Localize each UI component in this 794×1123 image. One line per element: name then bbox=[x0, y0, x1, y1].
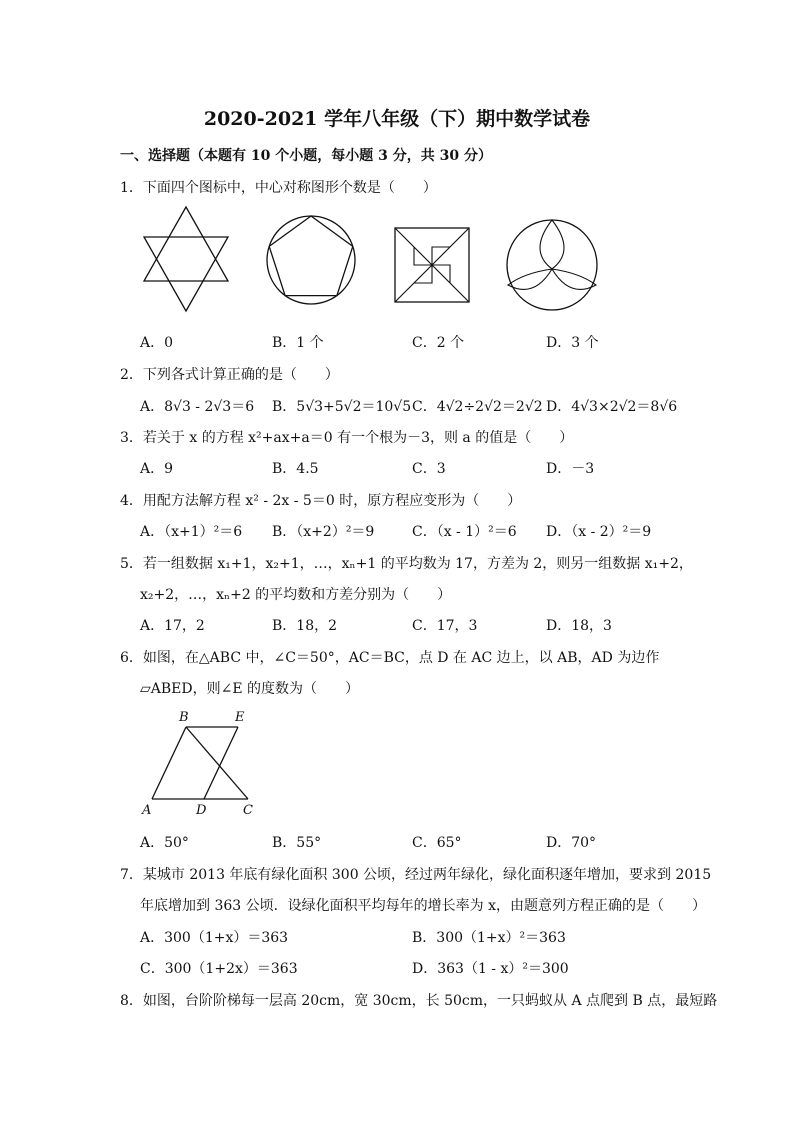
question-5-line-1: 5．若一组数据 x₁+1，x₂+1，…，xₙ+1 的平均数为 17，方差为 2，则另一组数据 x₁+2， bbox=[120, 556, 693, 572]
q7-option-b: B．300（1+x）²＝363 bbox=[412, 930, 566, 946]
q2-option-a: A．8√3 - 2√3＝6 bbox=[140, 399, 255, 415]
q7-option-c: C．300（1+2x）＝363 bbox=[140, 961, 298, 977]
question-8-line-1: 8．如图，台阶阶梯每一层高 20cm，宽 30cm，长 50cm，一只蚂蚁从 A 点爬到 B 点，最短路 bbox=[120, 993, 718, 1009]
q5-option-d: D．18，3 bbox=[546, 618, 612, 634]
question-3-stem: 3．若关于 x 的方程 x²+ax+a＝0 有一个根为－3，则 a 的值是（ ） bbox=[120, 430, 574, 446]
question-2-stem: 2．下列各式计算正确的是（ ） bbox=[120, 367, 339, 383]
q7-option-d: D．363（1 - x）²＝300 bbox=[412, 961, 569, 977]
q2-option-c: C．4√2÷2√2＝2√2 bbox=[412, 399, 543, 415]
q1-option-a: A．0 bbox=[140, 335, 174, 351]
q7-option-a: A．300（1+x）＝363 bbox=[140, 930, 289, 946]
question-1-stem: 1．下面四个图标中，中心对称图形个数是（ ） bbox=[120, 180, 437, 196]
point-label-b: B bbox=[179, 710, 189, 725]
question-6-line-1: 6．如图，在△ABC 中，∠C＝50°，AC＝BC，点 D 在 AC 边上，以 AB，AD 为边作 bbox=[120, 650, 660, 666]
q4-option-c: C．（x - 1）²＝6 bbox=[412, 524, 517, 540]
q1-option-d: D．3 个 bbox=[546, 335, 599, 351]
point-label-a: A bbox=[142, 803, 152, 818]
q1-option-c: C．2 个 bbox=[412, 335, 465, 351]
q6-option-c: C．65° bbox=[412, 835, 462, 851]
q3-option-d: D．－3 bbox=[546, 461, 595, 477]
page-title: 2020-2021 学年八年级（下）期中数学试卷 bbox=[203, 108, 591, 130]
q2-option-b: B．5√3+5√2＝10√5 bbox=[272, 399, 412, 415]
point-label-e: E bbox=[235, 710, 245, 725]
point-label-c: C bbox=[243, 803, 253, 818]
parallelogram-triangle-figure bbox=[138, 706, 268, 818]
q4-option-d: D．（x - 2）²＝9 bbox=[546, 524, 652, 540]
q1-option-b: B．1 个 bbox=[272, 335, 324, 351]
q3-option-c: C．3 bbox=[412, 461, 446, 477]
question-7-line-1: 7．某城市 2013 年底有绿化面积 300 公顷，经过两年绿化，绿化面积逐年增加，要求到 2015 bbox=[120, 867, 712, 883]
q2-option-d: D．4√3×2√2＝8√6 bbox=[546, 399, 678, 415]
question-5-line-2: x₂+2，…，xₙ+2 的平均数和方差分别为（ ） bbox=[140, 587, 452, 603]
q3-option-b: B．4.5 bbox=[272, 461, 319, 477]
question-6-line-2: ▱ABED，则∠E 的度数为（ ） bbox=[140, 681, 360, 697]
q6-option-a: A．50° bbox=[140, 835, 189, 851]
q6-option-b: B．55° bbox=[272, 835, 322, 851]
q6-option-d: D．70° bbox=[546, 835, 597, 851]
point-label-d: D bbox=[196, 803, 207, 818]
q5-option-b: B．18，2 bbox=[272, 618, 338, 634]
pentagon-in-circle-icon bbox=[265, 214, 357, 306]
section-heading: 一、选择题（本题有 10 个小题，每小题 3 分，共 30 分） bbox=[120, 148, 492, 164]
star-of-david-icon bbox=[140, 205, 232, 315]
q4-option-a: A．（x+1）²＝6 bbox=[140, 524, 243, 540]
three-arcs-circle-icon bbox=[506, 219, 598, 311]
q5-option-c: C．17，3 bbox=[412, 618, 478, 634]
q4-option-b: B．（x+2）²＝9 bbox=[272, 524, 375, 540]
question-4-stem: 4．用配方法解方程 x² - 2x - 5＝0 时，原方程应变形为（ ） bbox=[120, 493, 522, 509]
pinwheel-square-icon bbox=[394, 227, 470, 303]
question-7-line-2: 年底增加到 363 公顷．设绿化面积平均每年的增长率为 x，由题意列方程正确的是（ ） bbox=[140, 898, 706, 914]
q5-option-a: A．17，2 bbox=[140, 618, 205, 634]
q3-option-a: A．9 bbox=[140, 461, 174, 477]
